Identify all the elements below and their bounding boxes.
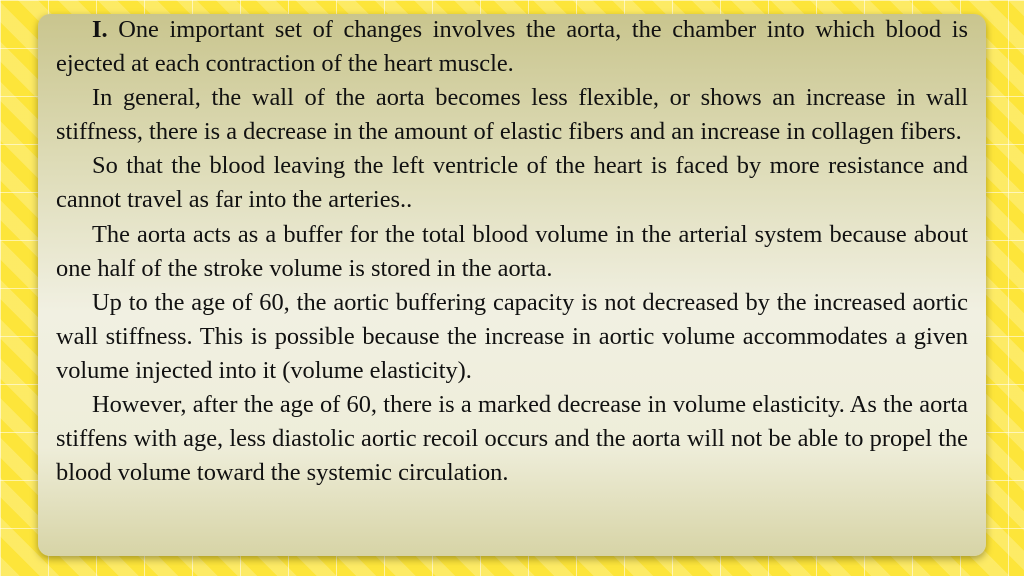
paragraph-wall-stiffness <box>56 81 968 149</box>
paragraph-resistance <box>56 149 968 217</box>
slide-text-body <box>56 13 968 490</box>
paragraph-text: One important set of changes involves the aorta, the chamber into which blood is ejected at each contraction of the heart muscle. <box>56 16 968 78</box>
paragraph-age-60 <box>56 286 968 388</box>
paragraph-aorta-changes <box>56 13 968 81</box>
paragraph-text: Up to the age of 60, the aortic buffering capacity is not decreased by the increased aortic wall stiffness. This is possible because the increase in aortic volume accommodates a given volume injected into it (volume elasticity). <box>56 288 968 384</box>
paragraph-text: In general, the wall of the aorta becomes less flexible, or shows an increase in wall stiffness, there is a decrease in the amount of elastic fibers and an increase in collagen fibers. <box>56 84 968 146</box>
paragraph-text: So that the blood leaving the left ventricle of the heart is faced by more resistance and cannot travel as far into the arteries.. <box>56 152 968 214</box>
paragraph-after-60 <box>56 388 968 490</box>
paragraph-text: However, after the age of 60, there is a marked decrease in volume elasticity. As the aorta stiffens with age, less diastolic aortic recoil occurs and the aorta will not be able to propel the blood volume toward the systemic circulation. <box>56 391 968 487</box>
paragraph-text: The aorta acts as a buffer for the total blood volume in the arterial system because about one half of the stroke volume is stored in the aorta. <box>56 220 968 282</box>
paragraph-buffer <box>56 218 968 286</box>
section-label: I. <box>92 16 108 43</box>
